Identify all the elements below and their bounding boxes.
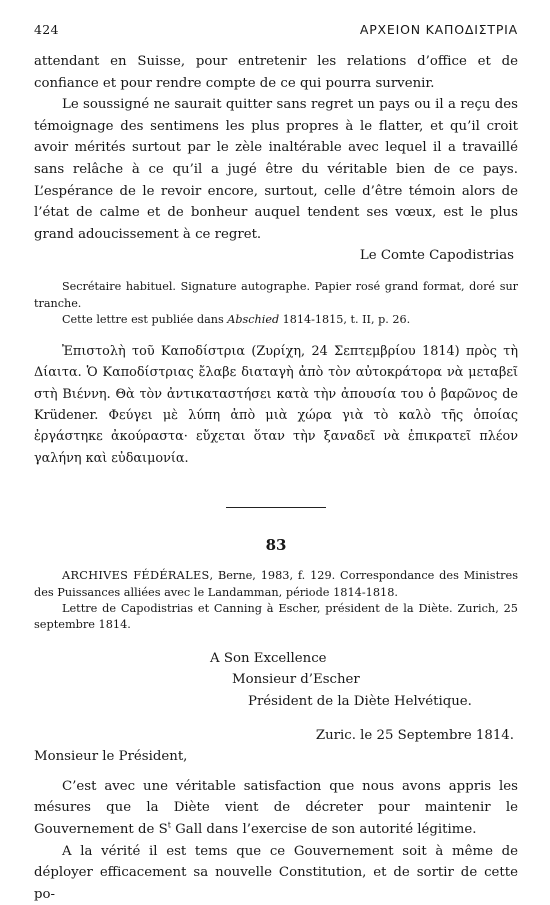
document-number: 83 [265, 536, 287, 555]
address-line: Président de la Diète Helvétique. [248, 693, 472, 709]
document-summary: Lettre de Capodistrias et Canning à Escher, président de la Diète. Zurich, 25 septembre 1814. [34, 601, 518, 632]
letter-signature: Le Comte Capodistrias [359, 248, 514, 264]
letter-paragraph-continued: attendant en Suisse, pour entretenir les relations d’office et de confiance et pour rendre compte de ce qui pourra survenir. [34, 54, 518, 91]
letter-paragraph: Le soussigné ne saurait quitter sans regret un pays ou il a reçu des témoignage des sentimens les plus propres à le flatter, et qu’il croit avoir mérités surtout par le zèle inaltérable avec lequel il a travaillé sans relâche à ce qu’il a jugé être du véritable bien de ce pays. L’espérance de le revoir encore, surtout, celle d’être témoin alors de l’état de calme et de bonheur auquel tendent ses vœux, est le plus grand adoucissement à ce regret. [34, 97, 518, 242]
document-source: ARCHIVES FÉDÉRALES, Berne, 1983, f. 129. Correspondance des Ministres des Puissances alliées avec le Landamman, période 1814-1818. [34, 569, 518, 599]
letter-paragraph: A la vérité il est tems que ce Gouvernement soit à même de déployer efficacement sa nouvelle Constitution, et de sortir de cette po- [34, 843, 518, 902]
address-line: A Son Excellence [210, 650, 327, 666]
running-title: ΑΡΧΕΙΟΝ ΚΑΠΟΔΙΣΤΡΙΑ [359, 22, 518, 37]
salutation: Monsieur le Président, [34, 749, 188, 765]
address-block [34, 648, 518, 713]
publication-title: Abschied [227, 313, 280, 327]
archival-note: Secrétaire habituel. Signature autographe. Papier rosé grand format, doré sur tranche. [34, 279, 518, 310]
address-line: Monsieur d’Escher [232, 672, 360, 688]
archive-name: ARCHIVES FÉDÉRALES [62, 569, 210, 583]
page-number: 424 [34, 22, 59, 37]
running-header [34, 22, 518, 37]
section-divider [34, 493, 518, 512]
publication-note: Cette lettre est publiée dans Abschied 1814-1815, t. II, p. 26. [62, 313, 411, 327]
letter-paragraph: C’est avec une véritable satisfaction que nous avons appris les mésures que la Diète vient de décreter pour maintenir le Gouvernement de $S^t$ Gall dans l’exercise de son autorité légitime. [34, 778, 518, 837]
dateline: Zuric. le 25 Septembre 1814. [315, 727, 514, 743]
greek-summary: Ἐπιστολὴ τοῦ Καποδίστρια (Ζυρίχη, 24 Σεπτεμβρίου 1814) πρὸς τὴ Δίαιτα. Ὁ Καποδίστριας ἔλαβε διαταγὴ ἀπὸ τὸν αὐτοκράτορα νὰ μεταβεῖ στὴ Βιέννη. Θὰ τὸν ἀντικαταστήσει κατὰ τὴν ἀπουσία του ὁ βαρῶνος de Krüdener. Φεύγει μὲ λύπη ἀπὸ μιὰ χώρα γιὰ τὸ καλὸ τῆς ὁποίας ἐργάστηκε ἀκούραστα· εὔχεται ὅταν τὴν ξαναδεῖ νὰ ἐπικρατεῖ πλέον γαλήνη καὶ εὐδαιμονία. [34, 343, 518, 466]
